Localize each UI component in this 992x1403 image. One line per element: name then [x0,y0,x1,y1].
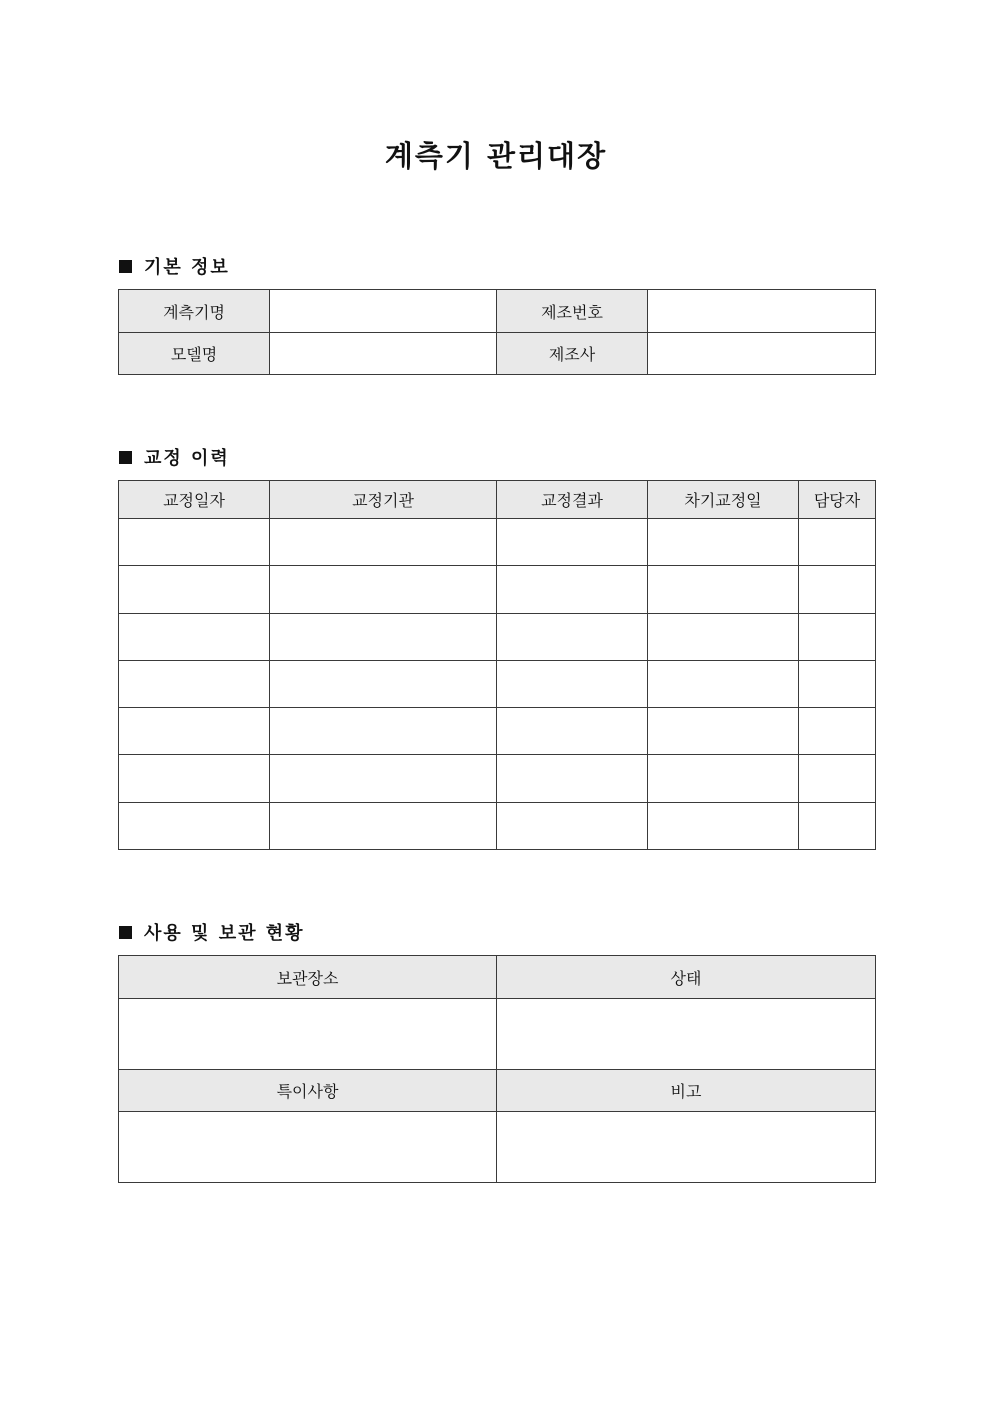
status-label: 상태 [497,956,876,999]
calibration-agency-cell[interactable] [270,566,497,614]
model-name-label: 모델명 [119,333,270,375]
calibration-agency-cell[interactable] [270,614,497,661]
section-title: 사용 및 보관 현황 [144,923,305,944]
calibration-date-cell[interactable] [119,614,270,661]
section-title: 기본 정보 [144,257,230,278]
column-header-person-in-charge: 담당자 [799,481,876,519]
calibration-agency-cell[interactable] [270,803,497,850]
serial-number-label: 제조번호 [497,290,648,333]
square-bullet-icon [119,260,132,273]
table-row [119,708,876,755]
remarks-field[interactable] [497,1112,876,1183]
next-calibration-date-cell[interactable] [648,708,799,755]
square-bullet-icon [119,451,132,464]
next-calibration-date-cell[interactable] [648,755,799,803]
table-header-row [119,956,876,999]
next-calibration-date-cell[interactable] [648,614,799,661]
person-in-charge-cell[interactable] [799,614,876,661]
square-bullet-icon [119,926,132,939]
person-in-charge-cell[interactable] [799,519,876,566]
table-row [119,519,876,566]
calibration-result-cell[interactable] [497,803,648,850]
storage-location-field[interactable] [119,999,497,1070]
calibration-agency-cell[interactable] [270,661,497,708]
table-row [119,755,876,803]
table-row [119,999,876,1070]
section-heading-usage-storage [119,919,305,945]
next-calibration-date-cell[interactable] [648,519,799,566]
instrument-name-label: 계측기명 [119,290,270,333]
calibration-result-cell[interactable] [497,661,648,708]
serial-number-field[interactable] [648,290,876,333]
table-row [119,614,876,661]
special-notes-label: 특이사항 [119,1070,497,1112]
calibration-agency-cell[interactable] [270,519,497,566]
calibration-date-cell[interactable] [119,755,270,803]
table-header-row [119,481,876,519]
calibration-result-cell[interactable] [497,755,648,803]
person-in-charge-cell[interactable] [799,708,876,755]
model-name-field[interactable] [270,333,497,375]
section-heading-calibration [119,444,230,470]
calibration-date-cell[interactable] [119,708,270,755]
calibration-date-cell[interactable] [119,803,270,850]
column-header-calibration-agency: 교정기관 [270,481,497,519]
column-header-next-calibration-date: 차기교정일 [648,481,799,519]
calibration-agency-cell[interactable] [270,708,497,755]
remarks-label: 비고 [497,1070,876,1112]
table-row [119,566,876,614]
storage-location-label: 보관장소 [119,956,497,999]
usage-storage-table [118,955,876,1183]
basic-info-table [118,289,876,375]
calibration-agency-cell[interactable] [270,755,497,803]
next-calibration-date-cell[interactable] [648,661,799,708]
special-notes-field[interactable] [119,1112,497,1183]
table-row [119,803,876,850]
calibration-date-cell[interactable] [119,661,270,708]
column-header-calibration-result: 교정결과 [497,481,648,519]
next-calibration-date-cell[interactable] [648,803,799,850]
table-row [119,290,876,333]
calibration-date-cell[interactable] [119,566,270,614]
person-in-charge-cell[interactable] [799,755,876,803]
person-in-charge-cell[interactable] [799,803,876,850]
calibration-result-cell[interactable] [497,708,648,755]
manufacturer-field[interactable] [648,333,876,375]
document-title: 계측기 관리대장 [384,139,608,173]
section-title: 교정 이력 [144,448,230,469]
table-row [119,661,876,708]
person-in-charge-cell[interactable] [799,661,876,708]
calibration-result-cell[interactable] [497,519,648,566]
status-field[interactable] [497,999,876,1070]
table-header-row [119,1070,876,1112]
calibration-result-cell[interactable] [497,566,648,614]
section-heading-basic-info [119,253,230,279]
calibration-history-table [118,480,876,850]
instrument-name-field[interactable] [270,290,497,333]
table-row [119,333,876,375]
next-calibration-date-cell[interactable] [648,566,799,614]
person-in-charge-cell[interactable] [799,566,876,614]
manufacturer-label: 제조사 [497,333,648,375]
calibration-result-cell[interactable] [497,614,648,661]
column-header-calibration-date: 교정일자 [119,481,270,519]
calibration-date-cell[interactable] [119,519,270,566]
table-row [119,1112,876,1183]
